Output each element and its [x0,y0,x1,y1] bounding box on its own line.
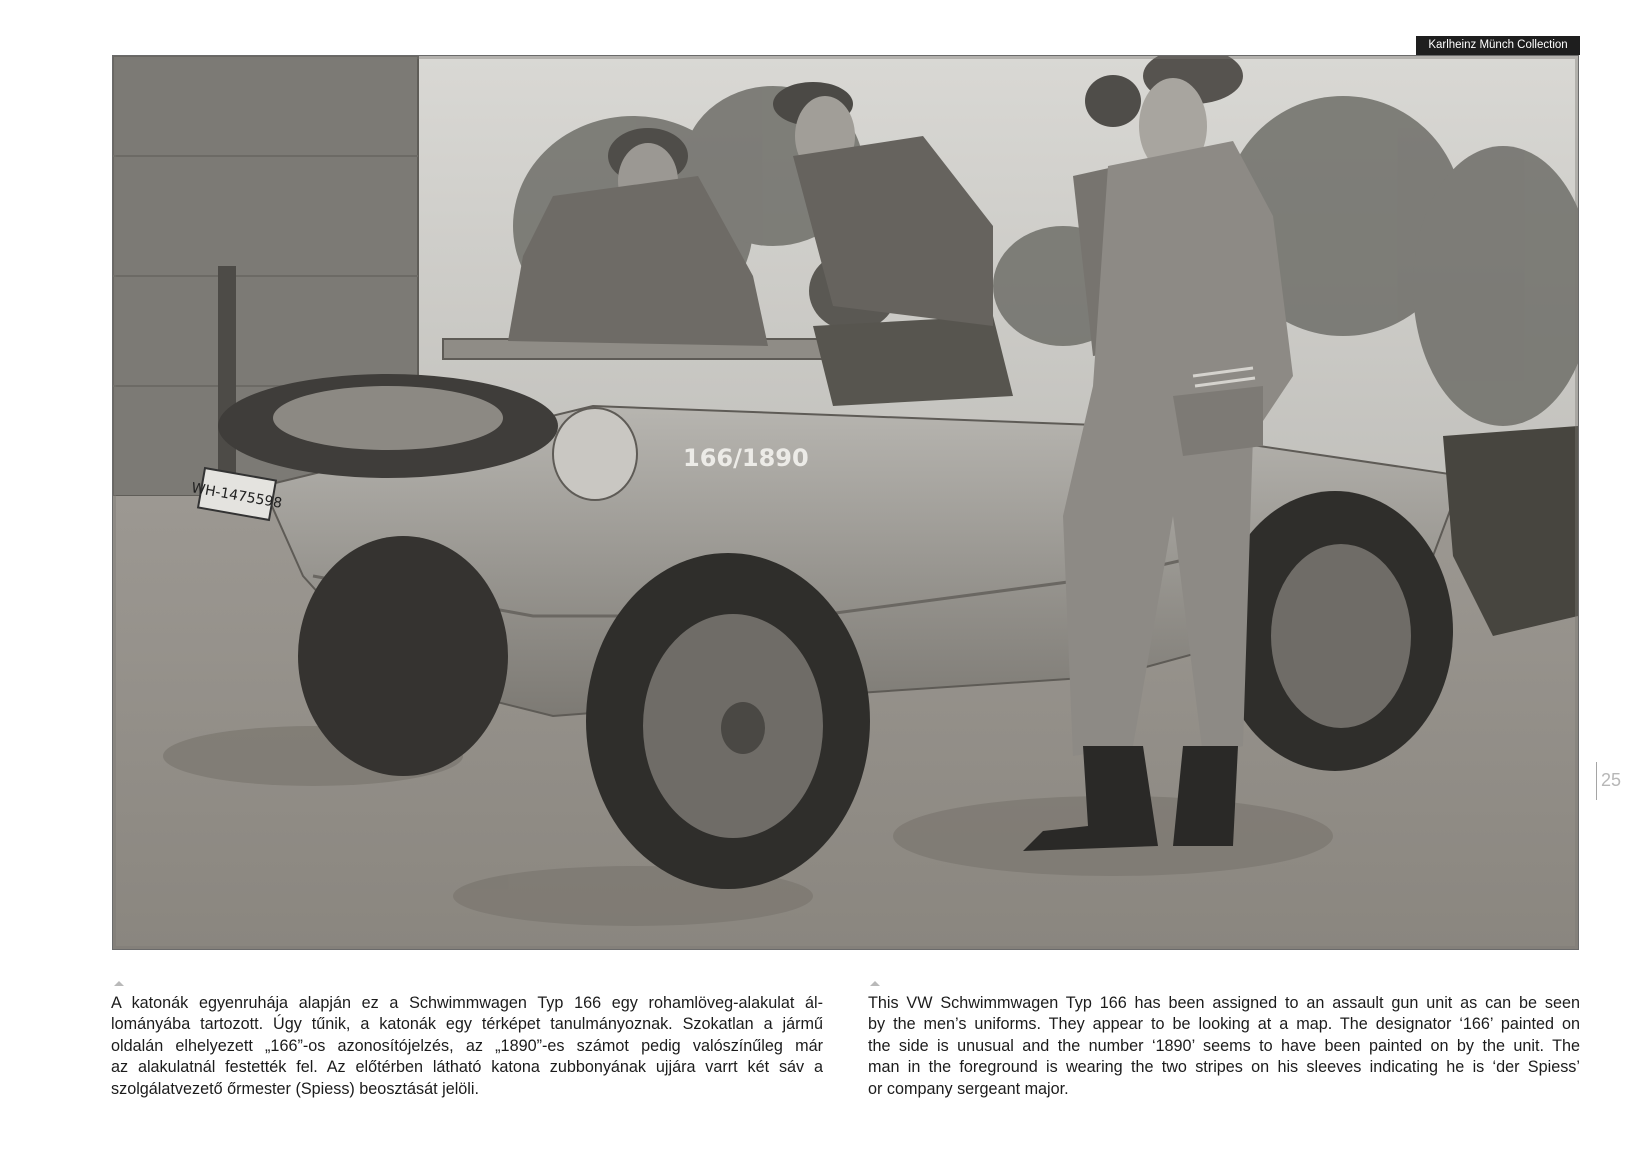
photo-vw-schwimmwagen-typ-166 [113,56,1578,949]
caption-line: szolgálatvezető őrmester (Spiess) beosztását jelöli. [111,1079,479,1098]
caption-english [868,993,1580,1100]
license-plate: WH-1475598 [190,480,284,512]
caption-marker-icon [870,981,880,986]
caption-line: This VW Schwimmwagen Typ 166 has been assigned to an assault gun unit as can be seen [868,994,1580,1012]
caption-line: the side is unusual and the number ‘1890’ seems to have been painted on by the unit. The [868,1036,1580,1055]
photo-credit: Karlheinz Münch Collection [1416,36,1580,55]
caption-line: or company sergeant major. [868,1079,1069,1098]
hull-marking: 166/1890 [683,444,809,472]
caption-line: man in the foreground is wearing the two stripes on his sleeves indicating he is ‘der Spiess’ [868,1058,1580,1077]
page-number-rule [1596,762,1597,800]
caption-marker-icon [114,981,124,986]
caption-hungarian [111,993,823,1100]
page-number: 25 [1601,770,1622,790]
caption-line: by the men’s uniforms. They appear to be looking at a map. The designator ‘166’ painted on [868,1015,1580,1034]
caption-line: oldalán elhelyezett „166”-os azonosítójelzés, az „1890”-es számot pedig valószínűleg már [111,1036,823,1055]
caption-line: az alakulatnál festették fel. Az előtérben látható katona zubbonyának ujjára varrt két sáv a [111,1058,823,1077]
caption-line: lományába tartozott. Úgy tűnik, a katonák egy térképet tanulmányoznak. Szokatlan a jármű [111,1015,823,1034]
archival-photograph [112,55,1579,950]
caption-line: A katonák egyenruhája alapján ez a Schwimmwagen Typ 166 egy rohamlöveg-alakulat ál- [111,994,823,1012]
